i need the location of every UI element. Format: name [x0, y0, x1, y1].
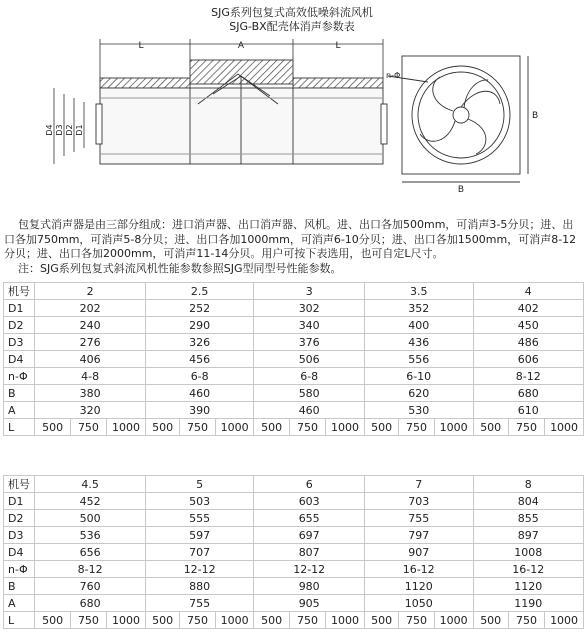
table-cell: 276 [35, 334, 145, 351]
table-header-row [4, 283, 584, 300]
table-cell: 1190 [473, 595, 583, 612]
l-value-cell: 500 [254, 612, 289, 629]
table-row-l [4, 419, 584, 436]
table-cell: 530 [364, 402, 473, 419]
table-row [4, 527, 584, 544]
table-cell: 797 [364, 527, 473, 544]
table-cell: 1008 [473, 544, 583, 561]
l-value-cell: 750 [399, 419, 434, 436]
table-cell: 4-8 [35, 368, 145, 385]
table-cell: 556 [364, 351, 473, 368]
size-header-cell: 6 [254, 476, 364, 493]
row-header-cell: B [4, 578, 35, 595]
size-header-cell: 8 [473, 476, 583, 493]
table-body [4, 283, 584, 436]
table-cell: 8-12 [473, 368, 583, 385]
table-cell: 855 [473, 510, 583, 527]
table-body [4, 476, 584, 629]
table-cell: 326 [145, 334, 254, 351]
table-cell: 12-12 [254, 561, 364, 578]
label-l-left: L [138, 41, 144, 51]
l-value-cell: 1000 [326, 419, 365, 436]
table-cell: 450 [473, 317, 583, 334]
table-cell: 6-8 [254, 368, 364, 385]
page-title: SJG系列包复式高效低噪斜流风机 [211, 6, 373, 19]
l-value-cell: 1000 [545, 612, 584, 629]
table-cell: 352 [364, 300, 473, 317]
size-header-cell: 2 [35, 283, 145, 300]
table-cell: 1120 [364, 578, 473, 595]
description-paragraph: 包复式消声器是由三部分组成：进口消声器、出口消声器、风机。进、出口各加500mm，可消声3-5分贝；进、出口各加750mm，可消声5-8分贝；进、出口各加1000mm，可消声6-10分贝；进、出口各加1500mm，可消声8-12分贝；进、出口各加2000mm，可消声11-14分贝。用户可按下表选用，也可自定L尺寸。 [4, 218, 577, 260]
l-value-cell: 750 [180, 419, 215, 436]
row-header-cell: D3 [4, 334, 35, 351]
l-value-cell: 750 [508, 419, 544, 436]
silencer-body [96, 60, 387, 164]
table-cell: 290 [145, 317, 254, 334]
table-cell: 897 [473, 527, 583, 544]
l-value-cell: 500 [145, 612, 179, 629]
table-row [4, 561, 584, 578]
l-value-cell: 750 [70, 612, 106, 629]
table-cell: 760 [35, 578, 145, 595]
table-cell: 536 [35, 527, 145, 544]
label-d1: D1 [75, 124, 84, 136]
l-value-cell: 500 [254, 419, 289, 436]
row-header-cell: D1 [4, 300, 35, 317]
size-header-cell: 3 [254, 283, 364, 300]
table-row [4, 385, 584, 402]
table-row [4, 300, 584, 317]
table-cell: 755 [145, 595, 254, 612]
l-value-cell: 500 [473, 419, 508, 436]
row-header-cell: D4 [4, 351, 35, 368]
table-cell: 610 [473, 402, 583, 419]
table-cell: 580 [254, 385, 364, 402]
l-value-cell: 500 [35, 612, 70, 629]
table-cell: 252 [145, 300, 254, 317]
label-n-phi: n-Φ [386, 71, 401, 80]
fan-drawing [45, 34, 548, 195]
l-value-cell: 1000 [107, 612, 146, 629]
row-header-cell: n-Φ [4, 368, 35, 385]
table-row [4, 317, 584, 334]
table-cell: 980 [254, 578, 364, 595]
table-cell: 16-12 [473, 561, 583, 578]
label-d2: D2 [65, 124, 74, 136]
table-cell: 376 [254, 334, 364, 351]
table-row [4, 510, 584, 527]
l-value-cell: 1000 [434, 419, 473, 436]
row-header-cell: n-Φ [4, 561, 35, 578]
l-value-cell: 500 [35, 419, 70, 436]
spec-table-2 [3, 475, 584, 629]
table-cell: 755 [364, 510, 473, 527]
spec-table-1 [3, 282, 584, 436]
table-cell: 907 [364, 544, 473, 561]
table-cell: 656 [35, 544, 145, 561]
l-value-cell: 500 [473, 612, 508, 629]
table-cell: 603 [254, 493, 364, 510]
table-cell: 436 [364, 334, 473, 351]
table-row [4, 544, 584, 561]
table-cell: 697 [254, 527, 364, 544]
table-cell: 320 [35, 402, 145, 419]
table-cell: 707 [145, 544, 254, 561]
table-row [4, 368, 584, 385]
table-header-row [4, 476, 584, 493]
label-d4: D4 [45, 124, 54, 136]
table-cell: 340 [254, 317, 364, 334]
row-header-cell: L [4, 419, 35, 436]
size-header-cell: 7 [364, 476, 473, 493]
table-cell: 804 [473, 493, 583, 510]
note-text: 注：SJG系列包复式斜流风机性能参数参照SJG型同型号性能参数。 [18, 262, 342, 275]
row-header-cell: D4 [4, 544, 35, 561]
table-cell: 506 [254, 351, 364, 368]
table-cell: 680 [35, 595, 145, 612]
table-cell: 8-12 [35, 561, 145, 578]
table-cell: 620 [364, 385, 473, 402]
page-subtitle: SJG-BX配壳体消声参数表 [229, 20, 355, 33]
table-cell: 6-8 [145, 368, 254, 385]
l-value-cell: 750 [289, 419, 325, 436]
table-cell: 500 [35, 510, 145, 527]
table-row [4, 493, 584, 510]
row-header-cell: 机号 [4, 476, 35, 493]
table-cell: 452 [35, 493, 145, 510]
table-cell: 390 [145, 402, 254, 419]
table-cell: 597 [145, 527, 254, 544]
l-value-cell: 750 [399, 612, 434, 629]
table-cell: 402 [473, 300, 583, 317]
table-cell: 486 [473, 334, 583, 351]
table-cell: 1050 [364, 595, 473, 612]
l-value-cell: 1000 [434, 612, 473, 629]
table-cell: 456 [145, 351, 254, 368]
label-l-right: L [335, 41, 341, 51]
row-header-cell: A [4, 402, 35, 419]
l-value-cell: 750 [70, 419, 106, 436]
table-cell: 606 [473, 351, 583, 368]
l-value-cell: 500 [364, 612, 398, 629]
table-row [4, 334, 584, 351]
table-cell: 240 [35, 317, 145, 334]
label-b-right: B [532, 111, 539, 121]
row-header-cell: L [4, 612, 35, 629]
size-header-cell: 5 [145, 476, 254, 493]
table-cell: 460 [145, 385, 254, 402]
label-a: A [237, 41, 245, 51]
row-header-cell: D2 [4, 510, 35, 527]
table-cell: 905 [254, 595, 364, 612]
table-row [4, 402, 584, 419]
table-cell: 406 [35, 351, 145, 368]
l-value-cell: 500 [145, 419, 179, 436]
table-cell: 6-10 [364, 368, 473, 385]
table-cell: 555 [145, 510, 254, 527]
table-cell: 703 [364, 493, 473, 510]
row-header-cell: B [4, 385, 35, 402]
l-value-cell: 750 [508, 612, 544, 629]
table-cell: 880 [145, 578, 254, 595]
table-cell: 680 [473, 385, 583, 402]
l-value-cell: 1000 [215, 419, 254, 436]
table-cell: 655 [254, 510, 364, 527]
l-value-cell: 750 [180, 612, 215, 629]
table-cell: 302 [254, 300, 364, 317]
table-cell: 1120 [473, 578, 583, 595]
l-value-cell: 1000 [326, 612, 365, 629]
row-header-cell: D2 [4, 317, 35, 334]
row-header-cell: D1 [4, 493, 35, 510]
size-header-cell: 2.5 [145, 283, 254, 300]
front-view [388, 56, 528, 182]
table-cell: 400 [364, 317, 473, 334]
table-row [4, 578, 584, 595]
table-cell: 503 [145, 493, 254, 510]
row-header-cell: 机号 [4, 283, 35, 300]
size-header-cell: 4.5 [35, 476, 145, 493]
label-b-bottom: B [457, 185, 465, 195]
table-row-l [4, 612, 584, 629]
l-value-cell: 750 [289, 612, 325, 629]
l-value-cell: 500 [364, 419, 398, 436]
table-cell: 202 [35, 300, 145, 317]
table-cell: 460 [254, 402, 364, 419]
l-value-cell: 1000 [215, 612, 254, 629]
table-cell: 807 [254, 544, 364, 561]
label-d3: D3 [55, 124, 64, 136]
table-row [4, 595, 584, 612]
table-cell: 16-12 [364, 561, 473, 578]
l-value-cell: 1000 [545, 419, 584, 436]
table-cell: 380 [35, 385, 145, 402]
table-row [4, 351, 584, 368]
size-header-cell: 3.5 [364, 283, 473, 300]
size-header-cell: 4 [473, 283, 583, 300]
l-value-cell: 1000 [107, 419, 146, 436]
row-header-cell: A [4, 595, 35, 612]
table-cell: 12-12 [145, 561, 254, 578]
row-header-cell: D3 [4, 527, 35, 544]
